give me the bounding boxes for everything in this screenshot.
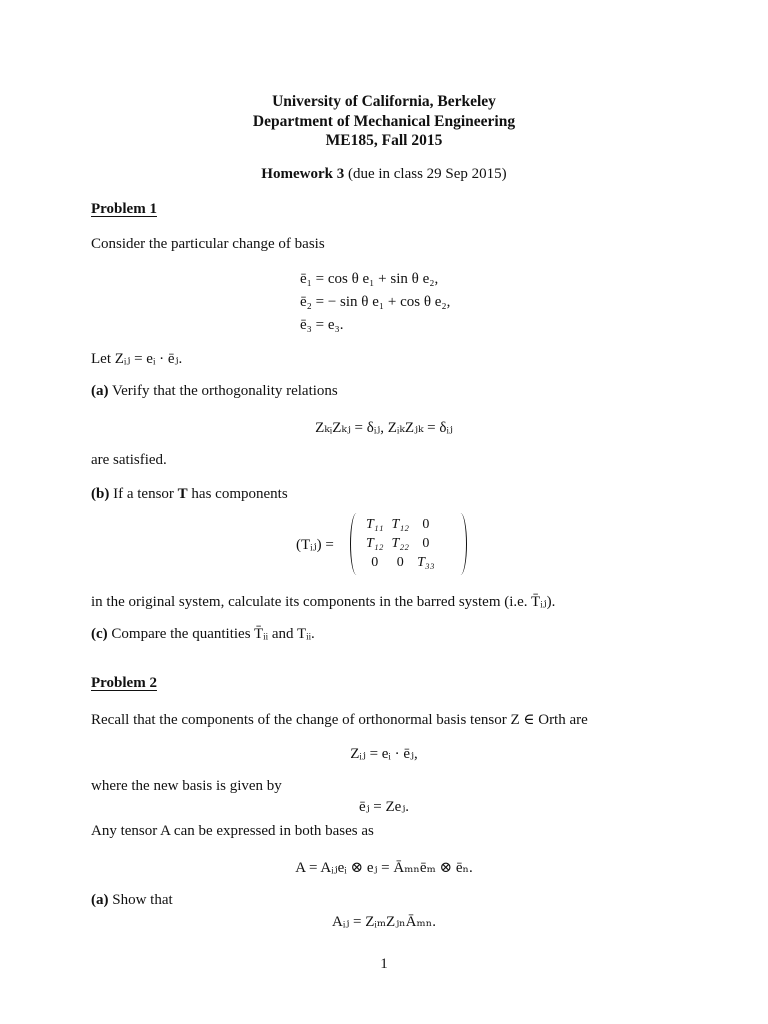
part-1c-label: (c) [91,626,108,642]
matrix-cell: 0 [422,535,430,551]
part-1b [91,486,677,503]
matrix-cell: T₃₃ [417,554,435,570]
part-1b-label: (b) [91,486,110,502]
page-number: 1 [380,956,388,972]
part-1a [91,383,677,400]
part-1a-label: (a) [91,383,109,399]
problem-2-intro: Recall that the components of the change of orthonormal basis tensor Z ∈ Orth are [91,712,588,728]
part-1a-text: Verify that the orthogonality relations [111,383,338,399]
part-1c-text: Compare the quantities T̄ᵢᵢ and Tᵢᵢ. [111,626,315,642]
let-text: Let [91,351,111,367]
matrix-cell: T₁₁ [366,516,384,532]
part-2a-equation: Aᵢⱼ = ZᵢₘZⱼₙĀₘₙ. [332,914,436,930]
change-of-basis-equation: Zᵢⱼ = eᵢ · ēⱼ, [350,746,418,762]
basis-eq-3: ē₃ = e₃. [300,317,344,333]
homework-line [0,166,768,183]
basis-equations [300,268,450,337]
part-2a [91,892,677,909]
part-1c [91,626,677,643]
matrix-cell: T₂₂ [391,535,410,551]
part-1a-after: are satisfied. [91,452,167,468]
matrix-cell: 0 [422,516,430,532]
tensor-symbol: T [177,486,188,502]
where-text: where the new basis is given by [91,778,282,794]
course-title: ME185, Fall 2015 [325,132,443,149]
let-definition [91,349,677,368]
university-name: University of California, Berkeley [272,93,496,110]
let-equation: Zᵢⱼ = eᵢ · ēⱼ. [114,351,183,367]
homework-title: Homework 3 [261,166,345,182]
matrix-cell: T₁₂ [366,535,384,551]
problem-1-heading: Problem 1 [91,201,157,217]
part-1b-text-post: has components [191,486,288,502]
problem-1-intro: Consider the particular change of basis [91,236,325,252]
problem-2-heading: Problem 2 [91,675,157,691]
part-1b-text-pre: If a tensor [113,486,174,502]
any-tensor-text: Any tensor A can be expressed in both bases as [91,823,374,839]
right-paren [454,513,467,575]
matrix-cell: 0 [396,554,404,570]
matrix-cell: 0 [371,554,379,570]
orthogonality-equation: ZₖᵢZₖⱼ = δᵢⱼ, ZᵢₖZⱼₖ = δᵢⱼ [315,420,453,436]
tensor-matrix [296,513,476,579]
part-1b-after: in the original system, calculate its components in the barred system (i.e. T̄ᵢⱼ). [91,594,556,610]
department-name: Department of Mechanical Engineering [252,113,516,130]
matrix-table [362,515,439,572]
part-2a-text: Show that [112,892,173,908]
basis-eq-2: ē₂ = − sin θ e₁ + cos θ e₂, [300,294,451,310]
matrix-lhs: (Tᵢⱼ) = [296,537,334,553]
basis-eq-1: ē₁ = cos θ e₁ + sin θ e₂, [300,271,439,287]
tensor-expansion-equation: A = Aᵢⱼeᵢ ⊗ eⱼ = Āₘₙēₘ ⊗ ēₙ. [295,860,473,876]
new-basis-equation: ēⱼ = Zeⱼ. [358,799,410,815]
homework-due: (due in class 29 Sep 2015) [347,166,507,182]
part-2a-label: (a) [91,892,109,908]
matrix-cell: T₁₂ [391,516,410,532]
